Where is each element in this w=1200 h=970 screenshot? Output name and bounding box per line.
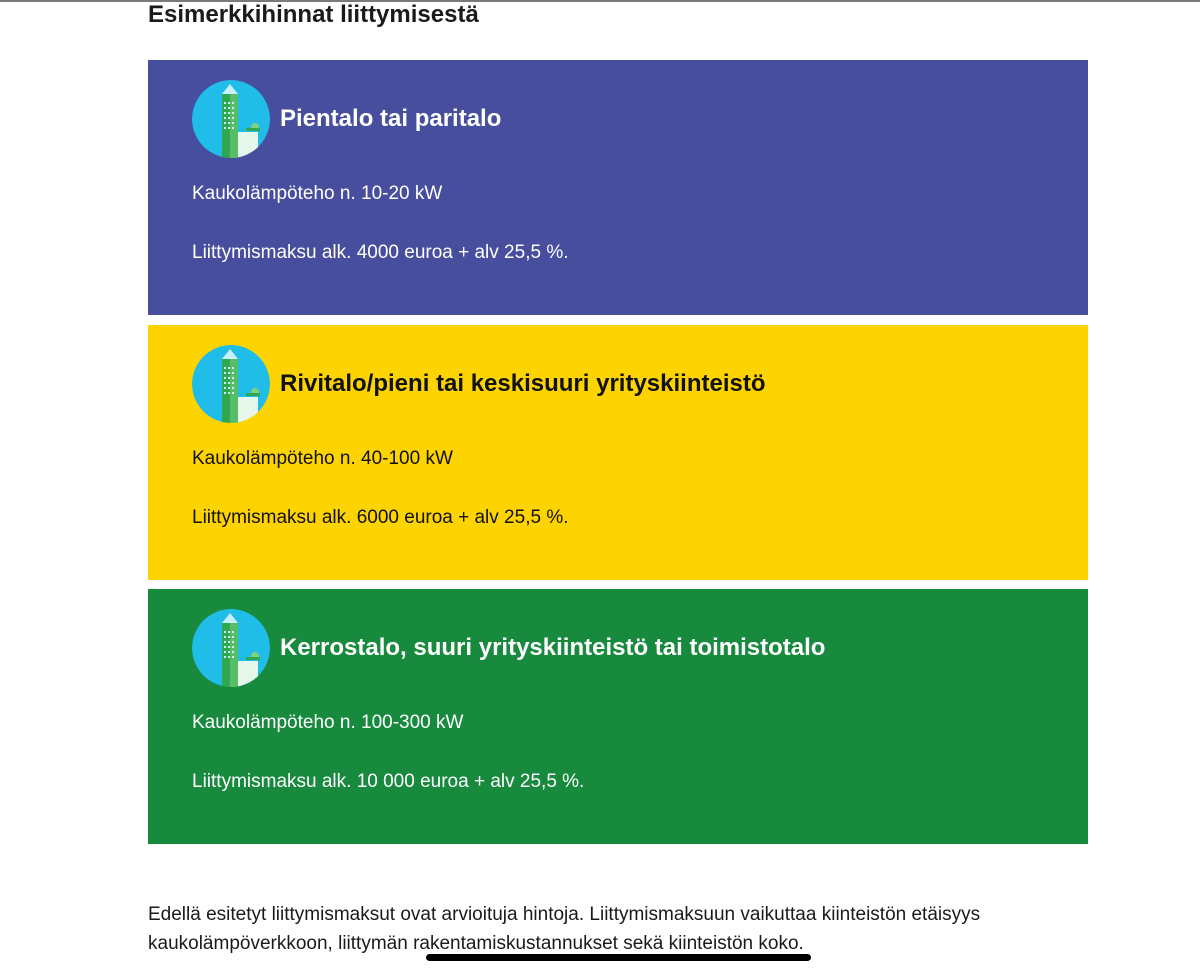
footer-paragraph <box>148 900 1088 958</box>
building-icon <box>192 345 270 423</box>
building-icon <box>192 80 270 158</box>
card-power: Kaukolämpöteho n. 40-100 kW <box>192 448 453 469</box>
card-power: Kaukolämpöteho n. 10-20 kW <box>192 183 443 204</box>
building-icon <box>192 609 270 687</box>
card-header <box>192 345 766 423</box>
card-title: Kerrostalo, suuri yrityskiinteistö tai toimistotalo <box>280 634 826 661</box>
card-fee: Liittymismaksu alk. 4000 euroa + alv 25,5 %. <box>192 242 569 263</box>
card-fee: Liittymismaksu alk. 6000 euroa + alv 25,5 %. <box>192 507 569 528</box>
price-card-row-house <box>148 325 1088 580</box>
home-indicator-bar[interactable] <box>426 954 811 961</box>
card-header <box>192 80 501 158</box>
card-power: Kaukolämpöteho n. 100-300 kW <box>192 712 464 733</box>
footer-line: kaukolämpöverkkoon, liittymän rakentamiskustannukset sekä kiinteistön koko. <box>148 933 804 954</box>
card-fee: Liittymismaksu alk. 10 000 euroa + alv 25,5 %. <box>192 771 585 792</box>
card-header <box>192 609 825 687</box>
footer-line: Edellä esitetyt liittymismaksut ovat arvioituja hintoja. Liittymismaksuun vaikuttaa kiinteistön etäisyys <box>148 904 981 925</box>
price-card-apartment-building <box>148 589 1088 844</box>
section-title: Esimerkkihinnat liittymisestä <box>148 1 479 28</box>
card-title: Pientalo tai paritalo <box>280 105 502 132</box>
price-card-detached-house <box>148 60 1088 315</box>
card-title: Rivitalo/pieni tai keskisuuri yrityskiinteistö <box>280 370 766 397</box>
